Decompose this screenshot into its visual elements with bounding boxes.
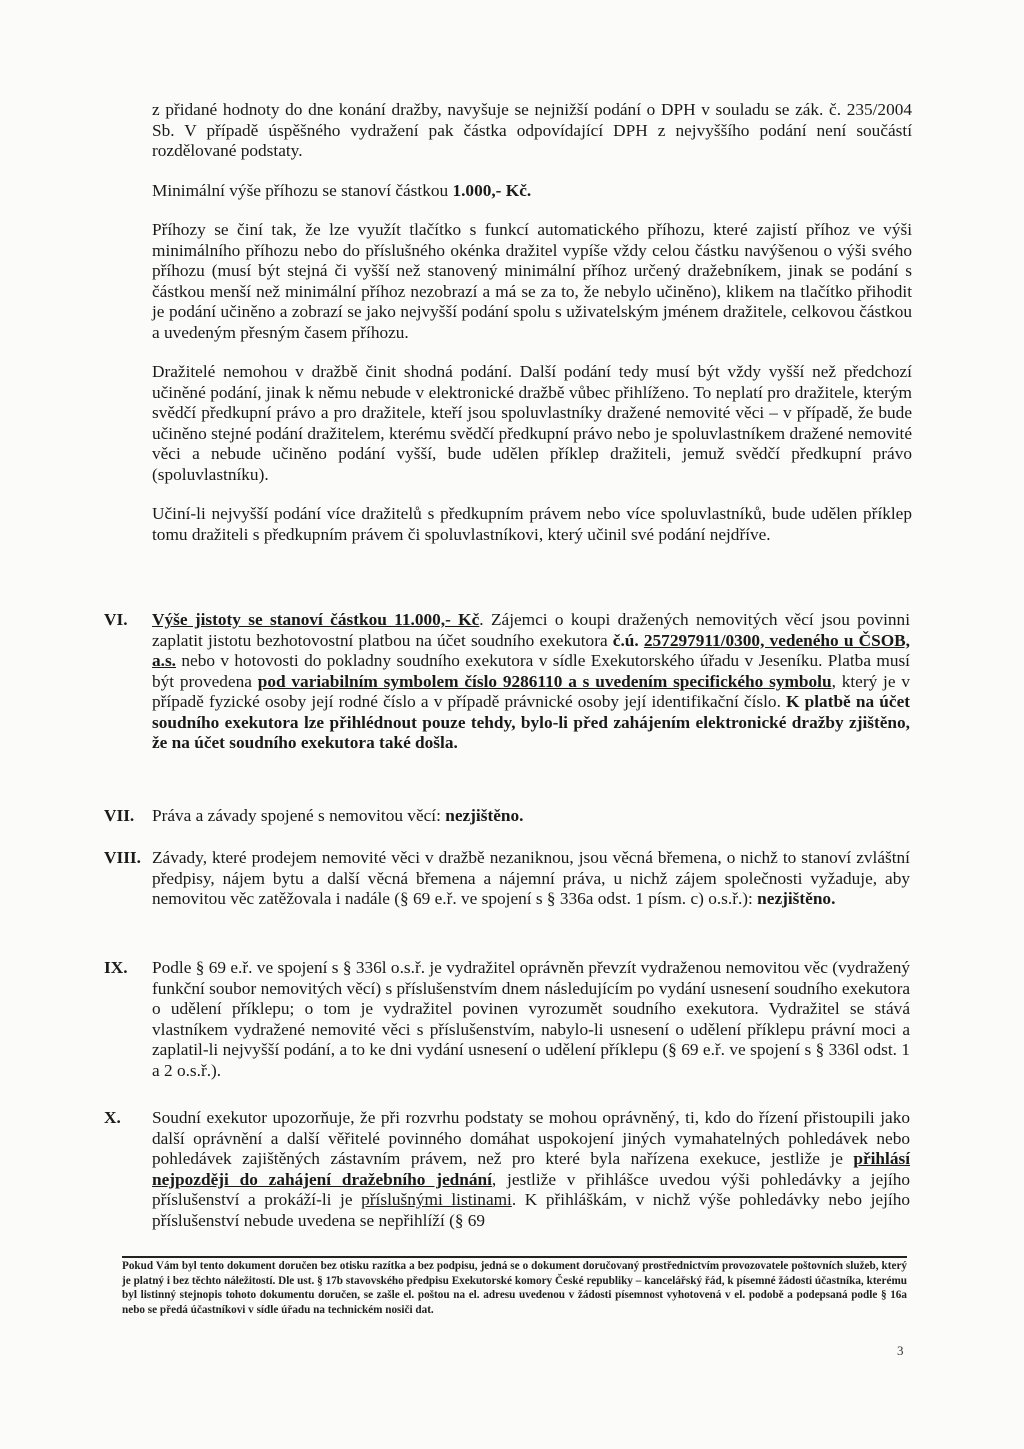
- bank-account: 257297911/0300, vedeného u ČSOB, a.s.: [152, 630, 911, 670]
- page-number: 3: [897, 1343, 904, 1358]
- section-number: VII.: [104, 806, 135, 825]
- variable-symbol: pod variabilním symbolem číslo 9286110 a s uvedením specifického symbolu: [257, 671, 832, 691]
- footer-divider: [122, 1256, 907, 1258]
- section-body: Soudní exekutor upozorňuje, že při rozvrhu podstaty se mohou oprávněný, ti, kdo do řízení přistoupili jako další oprávnění a další věřitelé povinného domáhat uspokojení jiných vymahatelných pohledávek nebo pohledávek zajištěných zástavním právem, než pro které byla nařízena exekuce, jestliže je přihlásí nejpozději do zahájení dražebního jednání, jestliže v přihlášce uvedou výši pohledávky a jejího příslušenství a prokáží-li je příslušnými listinami. K přihláškám, v nichž výše pohledávky nebo jejího příslušenství nebude uvedena se nepřihlíží (§ 69: [152, 1108, 910, 1230]
- paragraph-equal-bids: Dražitelé nemohou v dražbě činit shodná podání. Další podání tedy musí být vždy vyšší než předchozí učiněné podání, jinak k němu nebude v elektronické dražbě vůbec přihlíženo. To neplatí pro dražitele, kterým svědčí předkupní právo a pro dražitele, kteří jsou spoluvlastníky dražené nemovité věci – v případě, že bude učiněno stejné podání dražitelem, kterému svědčí předkupní právo nebo je spoluvlastníkem dražené nemovité věci a nebude učiněno podání vyšší, bude udělen příklep dražiteli, jemuž svědčí předkupní právo (spoluvlastníku).: [152, 362, 912, 484]
- paragraph-bidding-rules: Příhozy se činí tak, že lze využít tlačítko s funkcí automatického příhozu, které zajistí příhoz ve výši minimálního příhozu nebo do příslušného okénka dražitel vypíše vždy celou částku navýšenou o výši svého příhozu (musí být stejná či vyšší než stanovený minimální příhoz určený dražebníkem, jinak se podání s částkou menší než minimální příhoz nezobrazí a má se za to, že nebylo učiněno), klikem na tlačítko přihodit je podání učiněno a zobrazí se jako nejvyšší podání spolu s uživatelským jménem dražitele, celkovou částkou a uvedeným přesným časem příhozu.: [152, 220, 912, 342]
- claim-deadline: přihlásí nejpozději do zahájení dražebního jednání: [152, 1149, 910, 1189]
- section-number: X.: [104, 1108, 121, 1127]
- payment-note: K platbě na účet soudního exekutora lze přihlédnout pouze tehdy, bylo-li před zahájením elektronické dražby zjištěno, že na účet soudního exekutora také došla.: [152, 692, 910, 752]
- paragraph-vat: z přidané hodnoty do dne konání dražby, navyšuje se nejnižší podání o DPH v souladu se zák. č. 235/2004 Sb. V případě úspěšného vydražení pak částka odpovídající DPH z nejvyššího podání není součástí rozdělované podstaty.: [152, 100, 912, 160]
- documents-link-text: příslušnými listinami: [361, 1190, 512, 1209]
- section-body: Práva a závady spojené s nemovitou věcí: nezjištěno.: [152, 806, 524, 825]
- section-number: IX.: [104, 958, 128, 977]
- section-body: Závady, které prodejem nemovité věci v dražbě nezaniknou, jsou věcná břemena, o nichž to stanoví zvláštní předpisy, nájem bytu a další věcná břemena a nájemní práva, u nichž zájem společnosti vyžaduje, aby nemovitou věc zatěžovala i nadále (§ 69 e.ř. ve spojení s § 336a odst. 1 písm. c) o.s.ř.): nezjištěno.: [152, 848, 910, 908]
- section-number: VI.: [104, 610, 128, 629]
- deposit-amount: Výše jistoty se stanoví částkou 11.000,- Kč: [152, 610, 480, 629]
- paragraph-min-bid: [152, 181, 912, 202]
- min-bid-amount: 1.000,- Kč.: [452, 180, 532, 200]
- intro-block: [152, 100, 912, 564]
- footer-notice: Pokud Vám byl tento dokument doručen bez otisku razítka a bez podpisu, jedná se o dokument doručovaný prostřednictvím provozovatele poštovních služeb, který je platný i bez těchto náležitostí. Dle ust. § 17b stavovského předpisu Exekutorské komory České republiky – kancelářský řád, k písemné žádosti účastníka, kterému byl listinný stejnopis tohoto dokumentu doručen, se zašle el. poštou na el. adresu uvedenou v žádosti písemnost vyhotovená v el. podobě a podepsaná podle § 16a nebo se předá účastníkovi v sídle úřadu na technickém nosiči dat.: [122, 1260, 907, 1316]
- section-body: Výše jistoty se stanoví částkou 11.000,- Kč. Zájemci o koupi dražených nemovitých věcí jsou povinni zaplatit jistotu bezhotovostní platbou na účet soudního exekutora č.ú. 257297911/0300, vedeného u ČSOB, a.s. nebo v hotovosti do pokladny soudního exekutora v sídle Exekutorského úřadu v Jeseníku. Platba musí být provedena pod variabilním symbolem číslo 9286110 a s uvedením specifického symbolu, který je v případě fyzické osoby její rodné číslo a v případě právnické osoby její identifikační číslo. K platbě na účet soudního exekutora lze přihlédnout pouze tehdy, bylo-li před zahájením elektronické dražby zjištěno, že na účet soudního exekutora také došla.: [152, 610, 911, 752]
- paragraph-preemption: Učiní-li nejvyšší podání více dražitelů s předkupním právem nebo více spoluvlastníků, bude udělen příklep tomu dražiteli s předkupním právem či spoluvlastníkovi, který učinil své podání nejdříve.: [152, 504, 912, 544]
- section-number: VIII.: [104, 848, 141, 867]
- min-bid-text: Minimální výše příhozu se stanoví částkou: [152, 180, 453, 200]
- section-body: Podle § 69 e.ř. ve spojení s § 336l o.s.ř. je vydražitel oprávněn převzít vydraženou nemovitou věc (vydražený funkční soubor nemovitých věcí) s příslušenstvím dnem následujícím po vydání usnesení soudního exekutora o udělení příklepu; o tom je vydražitel povinen vyrozumět soudního exekutora. Vydražitel se stává vlastníkem vydražené nemovité věci s příslušenstvím, nabylo-li usnesení o udělení příklepu právní moci a zaplatil-li nejvyšší podání, a to ke dni vydání usnesení o udělení příklepu (§ 69 e.ř. ve spojení s § 336l odst. 1 a 2 o.s.ř.).: [152, 958, 910, 1080]
